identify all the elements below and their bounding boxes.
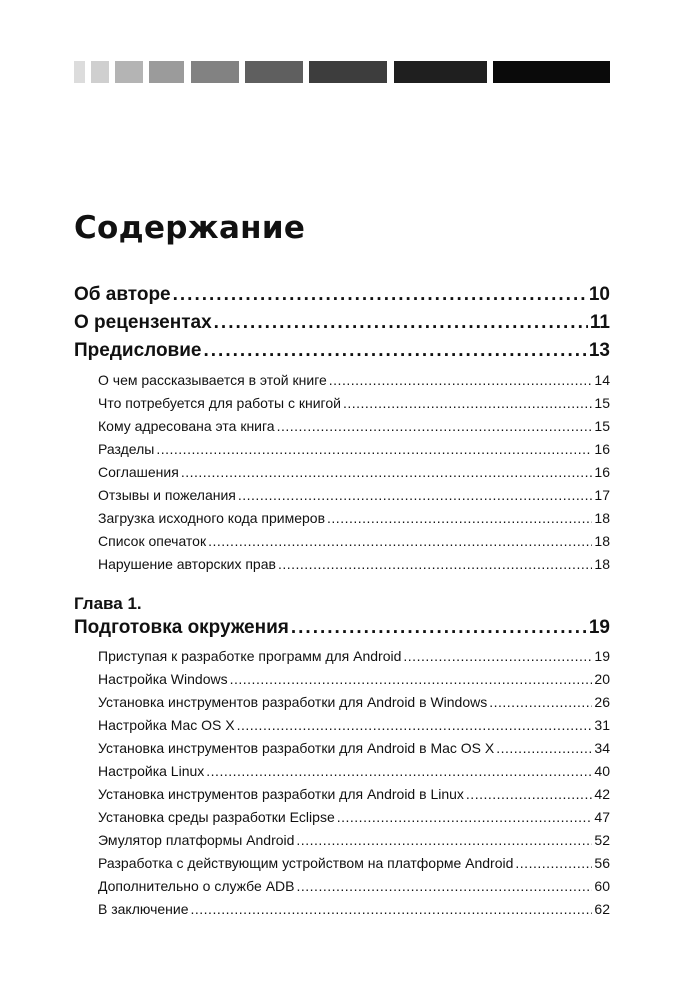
header-bar xyxy=(309,61,387,83)
toc-entry-page: 10 xyxy=(588,284,610,305)
toc-subentry[interactable] xyxy=(98,510,610,526)
toc-entry-label: Список опечаток xyxy=(98,533,207,549)
toc-entry-page: 18 xyxy=(594,533,610,549)
toc-entry-page: 26 xyxy=(594,694,610,710)
toc-subentry[interactable] xyxy=(98,533,610,549)
toc-entry-page: 62 xyxy=(594,901,610,917)
toc-entry-page: 15 xyxy=(594,418,610,434)
leader-dots xyxy=(206,763,592,779)
toc-entry-page: 14 xyxy=(594,372,610,388)
toc-entry-page: 56 xyxy=(594,855,610,871)
header-bar xyxy=(115,61,143,83)
toc-entry-label: Установка инструментов разработки для Android в Linux xyxy=(98,786,464,802)
toc-subentry[interactable] xyxy=(98,487,610,503)
toc-entry-label: О рецензентах xyxy=(74,312,212,333)
toc-entry-about-author[interactable] xyxy=(74,284,610,306)
leader-dots xyxy=(403,648,592,664)
toc-subentry[interactable] xyxy=(98,855,610,871)
toc-entry-page: 40 xyxy=(594,763,610,779)
toc-entry-label: Дополнительно о службе ADB xyxy=(98,878,295,894)
toc-subentry[interactable] xyxy=(98,786,610,802)
toc-subentry[interactable] xyxy=(98,740,610,756)
toc-entry-label: Соглашения xyxy=(98,464,179,480)
toc-entry-label: Настройка Mac OS X xyxy=(98,717,235,733)
toc-entry-page: 19 xyxy=(594,648,610,664)
leader-dots xyxy=(173,284,587,306)
toc-entry-page: 13 xyxy=(588,340,610,361)
leader-dots xyxy=(238,487,593,503)
toc-subentry[interactable] xyxy=(98,464,610,480)
toc-subentry[interactable] xyxy=(98,809,610,825)
header-bar xyxy=(245,61,303,83)
toc-entry-chapter-1[interactable] xyxy=(74,617,610,639)
toc-entry-reviewers[interactable] xyxy=(74,312,610,334)
leader-dots xyxy=(278,556,592,572)
toc-subentry[interactable] xyxy=(98,441,610,457)
leader-dots xyxy=(329,372,593,388)
header-bar xyxy=(149,61,184,83)
toc-entry-page: 60 xyxy=(594,878,610,894)
leader-dots xyxy=(291,617,587,639)
toc-entry-label: Что потребуется для работы с книгой xyxy=(98,395,341,411)
toc-entry-preface[interactable] xyxy=(74,340,610,362)
toc-entry-page: 34 xyxy=(594,740,610,756)
leader-dots xyxy=(277,418,593,434)
toc-entry-label: В заключение xyxy=(98,901,189,917)
leader-dots xyxy=(489,694,592,710)
toc-entry-page: 18 xyxy=(594,510,610,526)
toc-subentry[interactable] xyxy=(98,901,610,917)
toc-entry-label: Нарушение авторских прав xyxy=(98,556,276,572)
toc-entry-label: Предисловие xyxy=(74,340,202,361)
toc-entry-label: Приступая к разработке программ для Android xyxy=(98,648,402,664)
leader-dots xyxy=(327,510,592,526)
leader-dots xyxy=(214,312,588,334)
header-bar xyxy=(394,61,487,83)
toc-subentry[interactable] xyxy=(98,372,610,388)
toc-subentry[interactable] xyxy=(98,694,610,710)
toc-entry-page: 17 xyxy=(594,487,610,503)
toc-subentry[interactable] xyxy=(98,395,610,411)
toc-entry-label: Разделы xyxy=(98,441,155,457)
toc-entry-page: 20 xyxy=(594,671,610,687)
toc-entry-label: Установка инструментов разработки для Android в Mac OS X xyxy=(98,740,495,756)
header-bar xyxy=(191,61,239,83)
toc-entry-page: 16 xyxy=(594,464,610,480)
leader-dots xyxy=(466,786,593,802)
toc-entry-label: Установка среды разработки Eclipse xyxy=(98,809,335,825)
header-bar xyxy=(493,61,610,83)
toc-entry-label: Отзывы и пожелания xyxy=(98,487,236,503)
header-bar xyxy=(91,61,109,83)
leader-dots xyxy=(297,878,593,894)
toc-entry-label: Загрузка исходного кода примеров xyxy=(98,510,326,526)
toc-subentry[interactable] xyxy=(98,556,610,572)
toc-entry-page: 19 xyxy=(588,617,610,638)
leader-dots xyxy=(181,464,593,480)
toc-entry-label: Об авторе xyxy=(74,284,171,305)
leader-dots xyxy=(343,395,592,411)
toc-subentry[interactable] xyxy=(98,832,610,848)
toc-entry-label: Подготовка окружения xyxy=(74,617,289,638)
toc-subentry[interactable] xyxy=(98,763,610,779)
toc-entry-page: 11 xyxy=(589,312,610,333)
leader-dots xyxy=(230,671,593,687)
toc-entry-label: Установка инструментов разработки для Android в Windows xyxy=(98,694,488,710)
toc-entry-label: Эмулятор платформы Android xyxy=(98,832,295,848)
leader-dots xyxy=(496,740,592,756)
toc-entry-page: 18 xyxy=(594,556,610,572)
leader-dots xyxy=(237,717,593,733)
toc-subentry[interactable] xyxy=(98,648,610,664)
toc-entry-page: 47 xyxy=(594,809,610,825)
toc-subentry[interactable] xyxy=(98,717,610,733)
toc-entry-label: О чем рассказывается в этой книге xyxy=(98,372,327,388)
leader-dots xyxy=(296,832,592,848)
toc-entry-page: 31 xyxy=(594,717,610,733)
toc-entry-page: 16 xyxy=(594,441,610,457)
leader-dots xyxy=(204,340,587,362)
leader-dots xyxy=(515,855,592,871)
header-bar xyxy=(74,61,85,83)
toc-entry-label: Кому адресована эта книга xyxy=(98,418,275,434)
chapter-number: Глава 1. xyxy=(74,594,142,613)
toc-entry-label: Настройка Windows xyxy=(98,671,228,687)
leader-dots xyxy=(208,533,592,549)
toc-subentry[interactable] xyxy=(98,878,610,894)
toc-entry-page: 42 xyxy=(594,786,610,802)
leader-dots xyxy=(337,809,593,825)
toc-subentry[interactable] xyxy=(98,671,610,687)
leader-dots xyxy=(156,441,592,457)
toc-entry-label: Разработка с действующим устройством на платформе Android xyxy=(98,855,514,871)
toc-subentry[interactable] xyxy=(98,418,610,434)
page-title: Содержание xyxy=(74,210,306,246)
leader-dots xyxy=(191,901,593,917)
toc-entry-page: 15 xyxy=(594,395,610,411)
toc-entry-label: Настройка Linux xyxy=(98,763,205,779)
toc-entry-page: 52 xyxy=(594,832,610,848)
header-decoration-bars xyxy=(74,61,610,83)
